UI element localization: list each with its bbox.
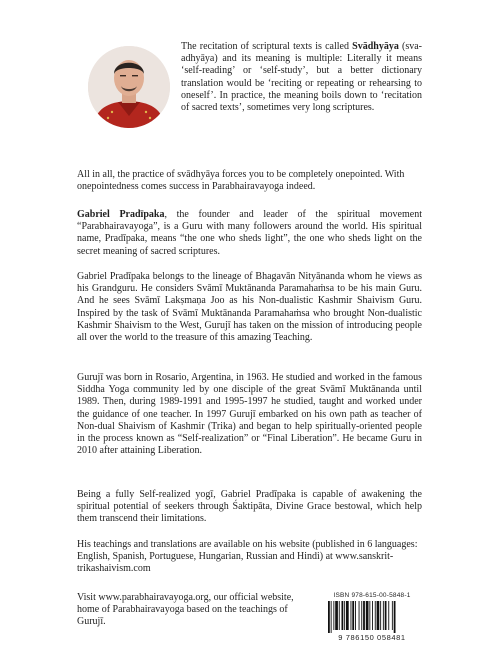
saktipata-paragraph: Being a fully Self-realized yogī, Gabriel Pradīpaka is capable of awakening the spiritual potential of seekers through Śaktipāta, Divine Grace bestowal, which help them transcend their limitations. bbox=[77, 489, 422, 525]
author-intro-paragraph bbox=[77, 209, 422, 258]
website-paragraph: His teachings and translations are available on his website (published in 6 languages: English, Spanish, Portuguese, Hungarian, Russian and Hindi) at www.sanskrit-trikashaivism.com bbox=[77, 539, 418, 575]
barcode-digits: 9 786150 058481 bbox=[338, 633, 406, 642]
lineage-paragraph: Gabriel Pradīpaka belongs to the lineage of Bhagavān Nityānanda whom he views as his Grandguru. He considers Svāmī Muktānanda Paramahaṁsa to be his main Guru. And he sees Svāmī Lakṣmaṇa Joo as his Non-dualistic Kashmir Shaivism Guru. Inspired by the task of Svāmī Muktānanda Paramahaṁsa who brought Non-dualistic Kashmir Shaivism to the West, Gurujī has taken on the mission of introducing people all over the world to the treasure of this amazing Teaching. bbox=[77, 271, 422, 344]
author-portrait bbox=[88, 46, 170, 128]
visit-paragraph: Visit www.parabhairavayoga.org, our official website, home of Parabhairavayoga based on the teachings of Gurujī. bbox=[77, 592, 294, 628]
author-name: Gabriel Pradīpaka bbox=[77, 209, 165, 220]
author-intro-text: , the founder and leader of the spiritual movement “Parabhairavayoga”, is a Guru with many followers around the world. His spiritual name, Pradīpaka, means “the one who sheds light”, the one who sheds light on the secret meaning of sacred scriptures. bbox=[77, 209, 422, 257]
intro-text-post: (sva-adhyāya) and its meaning is multiple: Literally it means ‘self-reading’ or ‘self-study’, but a better dictionary translation would be ‘reciting or repeating or rehearsing to oneself’. In practice, the meaning boils down to ‘recitation of sacred texts’, sometimes very long scriptures. bbox=[181, 41, 423, 114]
intro-text-pre: The recitation of scriptural texts is called bbox=[181, 41, 353, 52]
isbn-barcode bbox=[322, 592, 422, 644]
onepointedness-paragraph: All in all, the practice of svādhyāya forces you to be completely onepointed. With onepointedness comes success in Parabhairavayoga indeed. bbox=[77, 169, 405, 193]
author-portrait-image bbox=[88, 46, 170, 128]
intro-paragraph bbox=[181, 41, 422, 114]
barcode-icon bbox=[322, 601, 422, 633]
isbn-number: ISBN 978-615-00-5848-1 bbox=[333, 592, 411, 599]
svadhyaya-term: Svādhyāya bbox=[352, 41, 399, 52]
biography-paragraph: Gurujī was born in Rosario, Argentina, in 1963. He studied and worked in the famous Siddha Yoga community led by one disciple of the great Svāmī Muktānanda until 1989. Then, during 1989-1991 and 1995-1997 he studied, taught and worked under the guidance of one teacher. In 1997 Gurujī embarked on his own path as teacher of Non-dual Shaivism of Kashmir (Trika) and began to help spiritually-oriented people in the process known as “Self-realization” or “Final Liberation”. He became Guru in 2010 after attaining Liberation. bbox=[77, 372, 422, 457]
